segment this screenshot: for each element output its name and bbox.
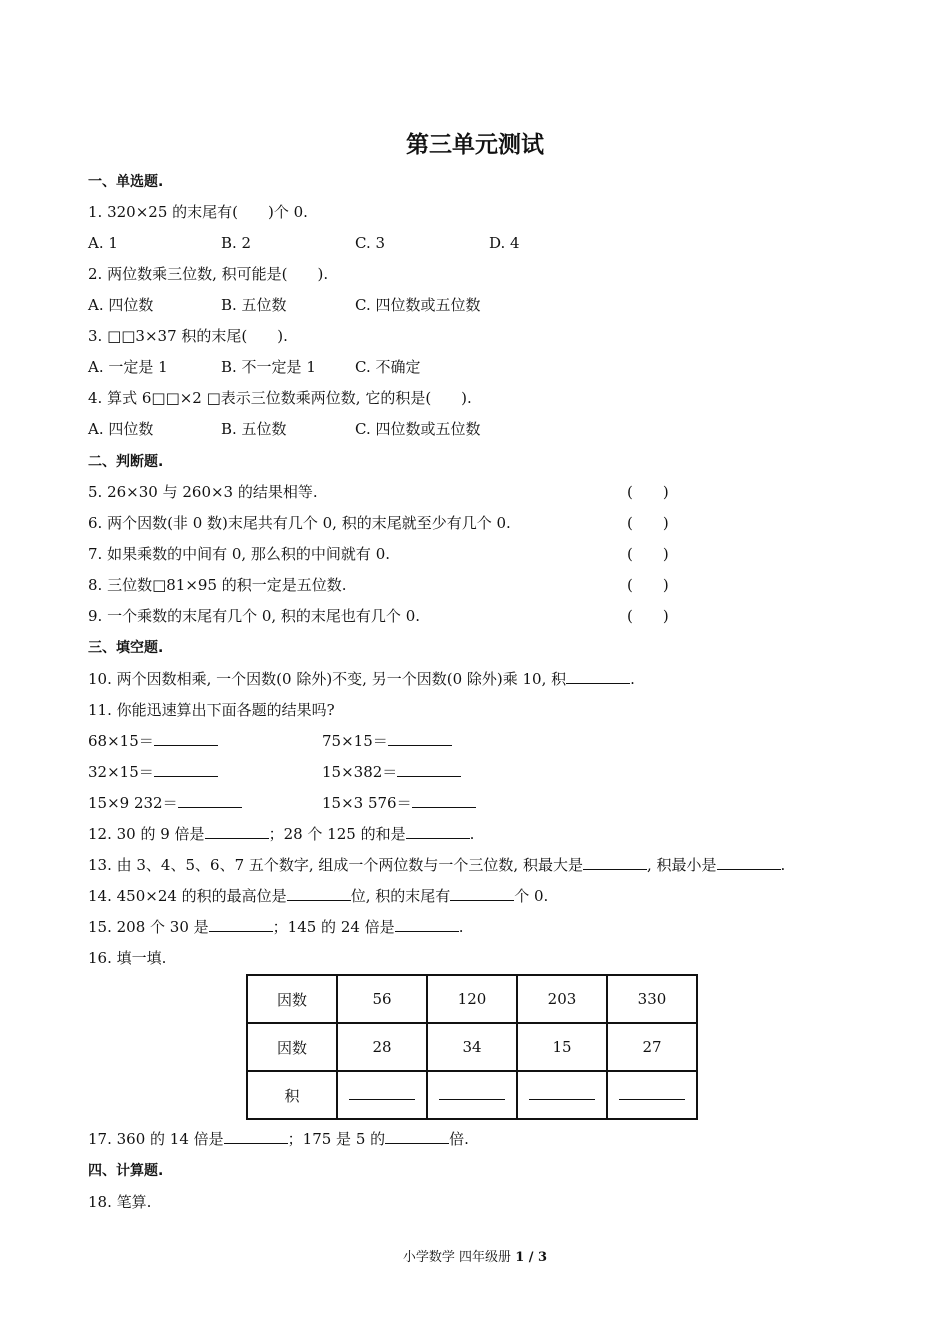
row-label: 因数 [247,1023,337,1071]
q2-option-b: B. 五位数 [221,296,287,314]
answer-paren: ( ) [627,576,669,594]
row-label: 因数 [247,975,337,1023]
question-12: 12. 30 的 9 倍是 ；28 个 125 的和是 . [88,825,475,843]
q3-option-a: A. 一定是 1 [88,358,168,376]
table-cell [517,1071,607,1119]
q1-option-c: C. 3 [355,234,386,252]
answer-blank [154,762,218,777]
q11-item: 15×3 576＝ [322,793,476,813]
answer-blank [412,793,476,808]
factor-table [246,974,698,1120]
answer-blank [209,917,273,932]
question-17: 17. 360 的 14 倍是 ；175 是 5 的 倍. [88,1130,469,1148]
table-cell [337,1071,427,1119]
section-heading-single-choice: 一、单选题. [88,174,164,190]
question-5: 5. 26×30 与 260×3 的结果相等. [88,483,318,501]
answer-blank [583,855,647,870]
answer-blank [287,886,351,901]
answer-blank [385,1129,449,1144]
table-row [247,1023,697,1071]
question-14: 14. 450×24 的积的最高位是 位, 积的末尾有 个 0. [88,887,549,905]
row-label: 积 [247,1071,337,1119]
q4-option-a: A. 四位数 [88,420,154,438]
section-heading-fill-blank: 三、填空题. [88,640,164,656]
q1-option-d: D. 4 [489,234,520,252]
question-9: 9. 一个乘数的末尾有几个 0, 积的末尾也有几个 0. [88,607,421,625]
table-cell: 15 [517,1023,607,1071]
answer-blank [717,855,781,870]
answer-paren: ( ) [627,607,669,625]
table-cell [607,1071,697,1119]
table-cell [427,1071,517,1119]
table-cell: 34 [427,1023,517,1071]
table-cell: 120 [427,975,517,1023]
question-11: 11. 你能迅速算出下面各题的结果吗? [88,701,335,719]
question-18: 18. 笔算. [88,1193,152,1211]
answer-blank [178,793,242,808]
answer-blank [395,917,459,932]
question-8: 8. 三位数□81×95 的积一定是五位数. [88,576,347,594]
question-2: 2. 两位数乘三位数, 积可能是( ). [88,265,329,283]
q2-option-a: A. 四位数 [88,296,154,314]
answer-blank [349,1087,415,1100]
q3-option-c: C. 不确定 [355,358,421,376]
answer-blank [529,1087,595,1100]
table-cell: 27 [607,1023,697,1071]
question-10: 10. 两个因数相乘, 一个因数(0 除外)不变, 另一个因数(0 除外)乘 10, 积 . [88,670,635,688]
q2-option-c: C. 四位数或五位数 [355,296,481,314]
question-13: 13. 由 3、4、5、6、7 五个数字, 组成一个两位数与一个三位数, 积最大是 , 积最小是 . [88,856,786,874]
question-15: 15. 208 个 30 是 ；145 的 24 倍是 . [88,918,464,936]
question-7: 7. 如果乘数的中间有 0, 那么积的中间就有 0. [88,545,391,563]
answer-blank [397,762,461,777]
answer-blank [154,731,218,746]
answer-blank [388,731,452,746]
q4-option-b: B. 五位数 [221,420,287,438]
q4-option-c: C. 四位数或五位数 [355,420,481,438]
footer-label: 小学数学 四年级册 [402,1250,516,1265]
section-heading-calculation: 四、计算题. [88,1163,164,1179]
table-cell: 203 [517,975,607,1023]
q3-option-b: B. 不一定是 1 [221,358,316,376]
q1-option-a: A. 1 [88,234,118,252]
page-number: 1 / 3 [515,1250,548,1265]
table-cell: 28 [337,1023,427,1071]
question-16: 16. 填一填. [88,949,167,967]
answer-paren: ( ) [627,545,669,563]
answer-paren: ( ) [627,483,669,501]
answer-blank [619,1087,685,1100]
answer-blank [439,1087,505,1100]
table-row [247,975,697,1023]
section-heading-true-false: 二、判断题. [88,454,164,470]
q11-item: 75×15＝ [322,731,452,751]
answer-blank [566,669,630,684]
answer-blank [205,824,269,839]
answer-blank [224,1129,288,1144]
page-title: 第三单元测试 [406,132,544,158]
question-3: 3. □□3×37 积的末尾( ). [88,327,288,345]
table-cell: 330 [607,975,697,1023]
question-6: 6. 两个因数(非 0 数)末尾共有几个 0, 积的末尾就至少有几个 0. [88,514,511,532]
table-row [247,1071,697,1119]
page-footer [0,1246,950,1265]
q11-item: 32×15＝ [88,762,218,782]
q1-option-b: B. 2 [221,234,252,252]
table-cell: 56 [337,975,427,1023]
question-1: 1. 320×25 的末尾有( )个 0. [88,203,308,221]
question-4: 4. 算式 6□□×2 □表示三位数乘两位数, 它的积是( ). [88,389,472,407]
q11-item: 68×15＝ [88,731,218,751]
answer-blank [450,886,514,901]
q11-item: 15×9 232＝ [88,793,242,813]
answer-blank [406,824,470,839]
q11-item: 15×382＝ [322,762,461,782]
answer-paren: ( ) [627,514,669,532]
